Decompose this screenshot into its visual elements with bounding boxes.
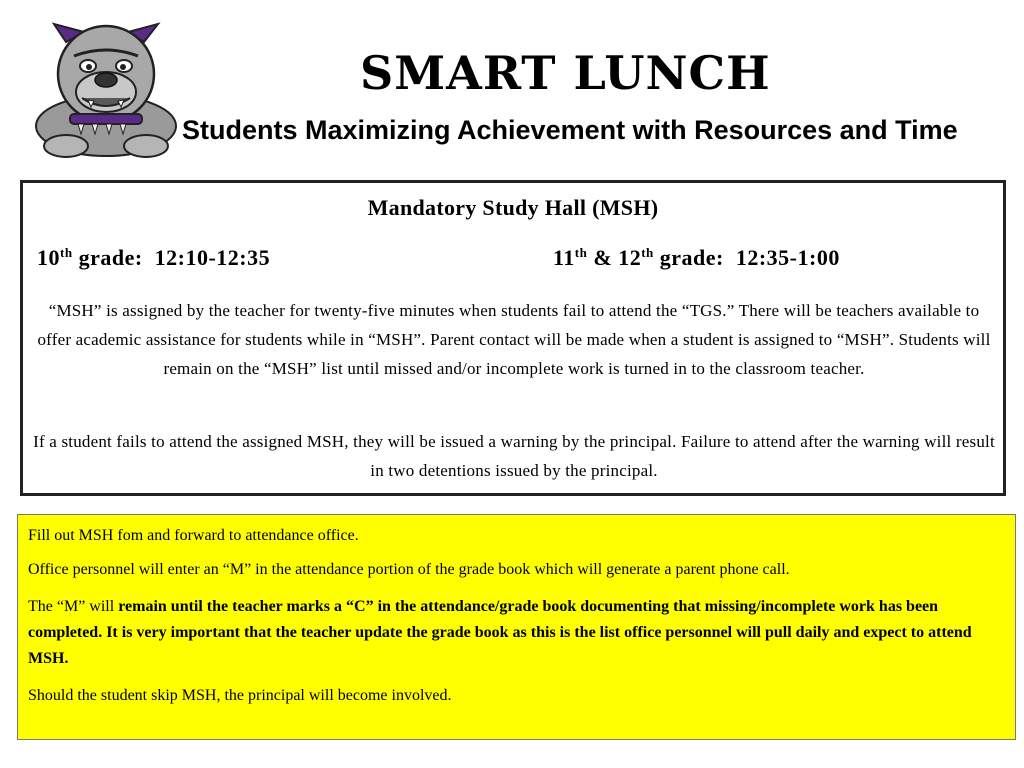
msh-paragraph-warning: If a student fails to attend the assigned MSH, they will be issued a warning by the principal. Failure to attend after the warning will result in two detentions issued by the principal. [33,432,995,480]
grade-11-number: 11 [553,245,575,270]
msh-paragraph-assignment: “MSH” is assigned by the teacher for twenty-five minutes when students fail to attend the “TGS.” There will be teachers available to offer academic assistance for students while in “MSH”. Parent contact will be made when a student is assigned to “MSH”. Students will remain on the “MSH” list until missed and/or incomplete work is turned in to the classroom teacher. [37,301,991,378]
msh-heading: Mandatory Study Hall (MSH) [367,195,659,220]
note-fill-out-form: Fill out MSH fom and forward to attendance office. [28,527,359,544]
grade-10-suffix: th [60,245,73,260]
note-m-bold: remain until the teacher marks a “C” in the attendance/grade book documenting that missing/incomplete work has been completed. It is very important that the teacher update the grade book as this is the list office personnel will pull daily and expect to attend MSH. [28,598,972,667]
grade-11-12-schedule [553,245,840,271]
grade-12-suffix: th [641,245,654,260]
bulldog-mascot-icon [26,14,184,160]
note-principal-involved: Should the student skip MSH, the principal will become involved. [28,687,452,704]
grade-12-number: 12 [618,245,642,270]
note-m-prefix: The “M” will [28,598,119,615]
note-m-will-remain [28,594,1005,672]
grade-11-12-time: grade: 12:35-1:00 [653,245,840,270]
grade-10-number: 10 [37,245,60,270]
grade-10-schedule [37,245,270,271]
note-office-personnel: Office personnel will enter an “M” in the attendance portion of the grade book which will generate a parent phone call. [28,561,790,578]
grade-11-suffix: th [574,245,588,260]
procedure-notes-box [17,514,1016,740]
grade-amp: & [587,245,619,270]
page-subtitle: Students Maximizing Achievement with Resources and Time [182,115,958,145]
msh-info-box [20,180,1006,496]
page-title: SMART LUNCH [360,46,771,100]
grade-10-time: grade: 12:10-12:35 [72,245,271,270]
